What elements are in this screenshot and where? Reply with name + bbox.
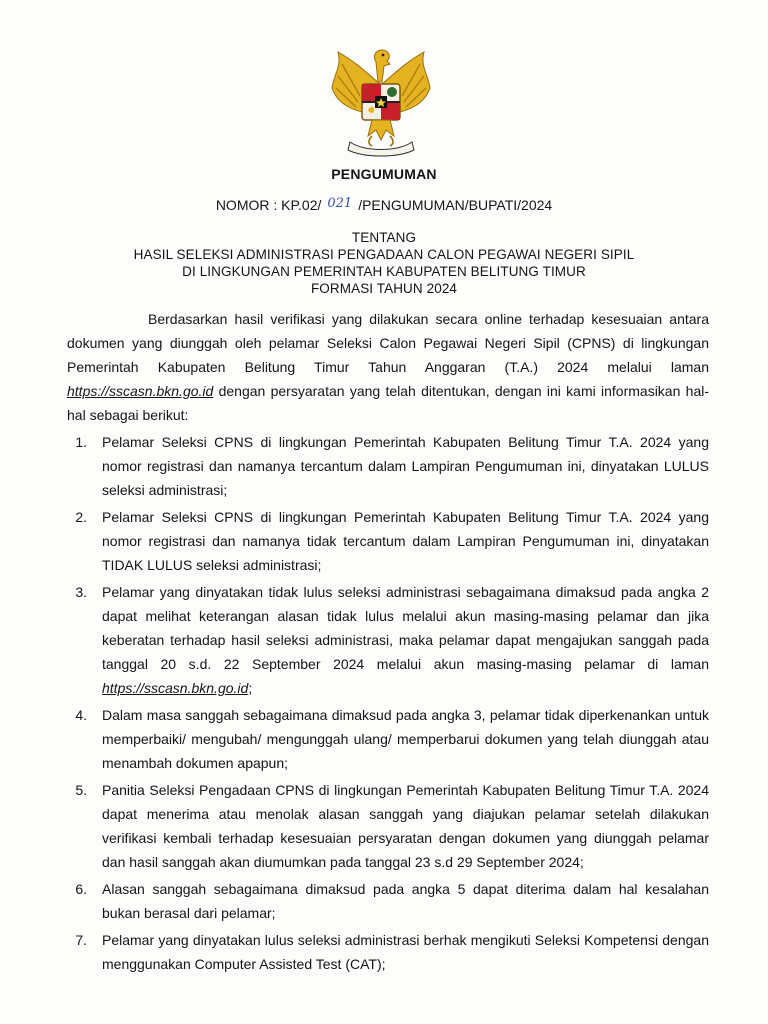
item-text: Pelamar yang dinyatakan tidak lulus seleksi administrasi sebagaimana dimaksud pada angka 2 dapat melihat keterangan alasan tidak lulus melalui akun masing-masing pelamar dan jika keberatan terhadap hasil seleksi administrasi, maka pelamar dapat mengajukan sanggah pada tanggal 20 s.d. 22 September 2024 melalui akun masing-masing pelamar di laman (102, 584, 709, 672)
item-number: 7. (75, 932, 87, 948)
item-number: 4. (75, 707, 87, 723)
item-text: Dalam masa sanggah sebagaimana dimaksud pada angka 3, pelamar tidak diperkenankan untuk memperbaiki/ mengubah/ mengunggah ulang/ memperbarui dokumen yang telah diunggah atau menambah dokumen apapun; (102, 707, 709, 771)
nomor-prefix: NOMOR : KP.02/ (215, 197, 322, 213)
intro-paragraph (67, 307, 709, 427)
garuda-emblem (316, 44, 446, 160)
subject-line-1: HASIL SELEKSI ADMINISTRASI PENGADAAN CALON PEGAWAI NEGERI SIPIL (133, 247, 635, 262)
intro-text-before: Berdasarkan hasil verifikasi yang dilakukan secara online terhadap kesesuaian antara dokumen yang diunggah oleh pelamar Seleksi Calon Pegawai Negeri Sipil (CPNS) di lingkungan Pemerintah Kabupaten Belitung Timur Tahun Anggaran (T.A.) 2024 melalui laman (67, 311, 709, 375)
announcement-list (67, 430, 709, 976)
list-item (67, 430, 709, 502)
subject-line-3: FORMASI TAHUN 2024 (310, 281, 458, 296)
item-text: Pelamar Seleksi CPNS di lingkungan Pemerintah Kabupaten Belitung Timur T.A. 2024 yang nomor registrasi dan namanya tercantum dalam Lampiran Pengumuman ini, dinyatakan LULUS seleksi administrasi; (102, 434, 709, 498)
item-text: Pelamar Seleksi CPNS di lingkungan Pemerintah Kabupaten Belitung Timur T.A. 2024 yang nomor registrasi dan namanya tidak tercantum dalam Lampiran Pengumuman ini, dinyatakan TIDAK LULUS seleksi administrasi; (102, 509, 709, 573)
item-text: Pelamar yang dinyatakan lulus seleksi administrasi berhak mengikuti Seleksi Kompetensi dengan menggunakan Computer Assisted Test (CAT); (102, 932, 709, 972)
document-body (67, 307, 709, 979)
intro-text-after: dengan persyaratan yang telah ditentukan, dengan ini kami informasikan hal-hal sebagai berikut: (67, 383, 710, 423)
list-item (67, 877, 709, 925)
sscasn-link[interactable]: https://sscasn.bkn.go.id (102, 680, 249, 696)
item-text: Panitia Seleksi Pengadaan CPNS di lingkungan Pemerintah Kabupaten Belitung Timur T.A. 2024 dapat menerima atau menolak alasan sanggah yang diajukan pelamar setelah dilakukan verifikasi kembali terhadap kesesuaian persyaratan dengan dokumen yang diunggah pelamar dan hasil sanggah akan diumumkan pada tanggal 23 s.d 29 September 2024; (102, 782, 709, 870)
list-item (67, 928, 709, 976)
item-number: 3. (75, 584, 87, 600)
item-number: 6. (75, 881, 87, 897)
item-number: 5. (75, 782, 87, 798)
list-item (67, 505, 709, 577)
garuda-pancasila-icon (316, 44, 446, 160)
list-item (67, 580, 709, 700)
nomor-suffix: /PENGUMUMAN/BUPATI/2024 (358, 197, 553, 213)
item-number: 2. (75, 509, 87, 525)
list-item (67, 778, 709, 874)
item-text: Alasan sanggah sebagaimana dimaksud pada angka 5 dapat diterima dalam hal kesalahan bukan berasal dari pelamar; (102, 881, 709, 921)
subject-label: TENTANG (351, 230, 417, 245)
nomor-handwritten: 021 (327, 196, 353, 211)
sscasn-link[interactable]: https://sscasn.bkn.go.id (67, 383, 214, 399)
item-number: 1. (75, 434, 87, 450)
page-title: PENGUMUMAN (331, 166, 437, 182)
item-text-end: ; (248, 680, 253, 696)
document-number (0, 197, 768, 214)
list-item (67, 703, 709, 775)
subject-line-2: DI LINGKUNGAN PEMERINTAH KABUPATEN BELITUNG TIMUR (182, 264, 586, 279)
subject-block (0, 229, 768, 297)
